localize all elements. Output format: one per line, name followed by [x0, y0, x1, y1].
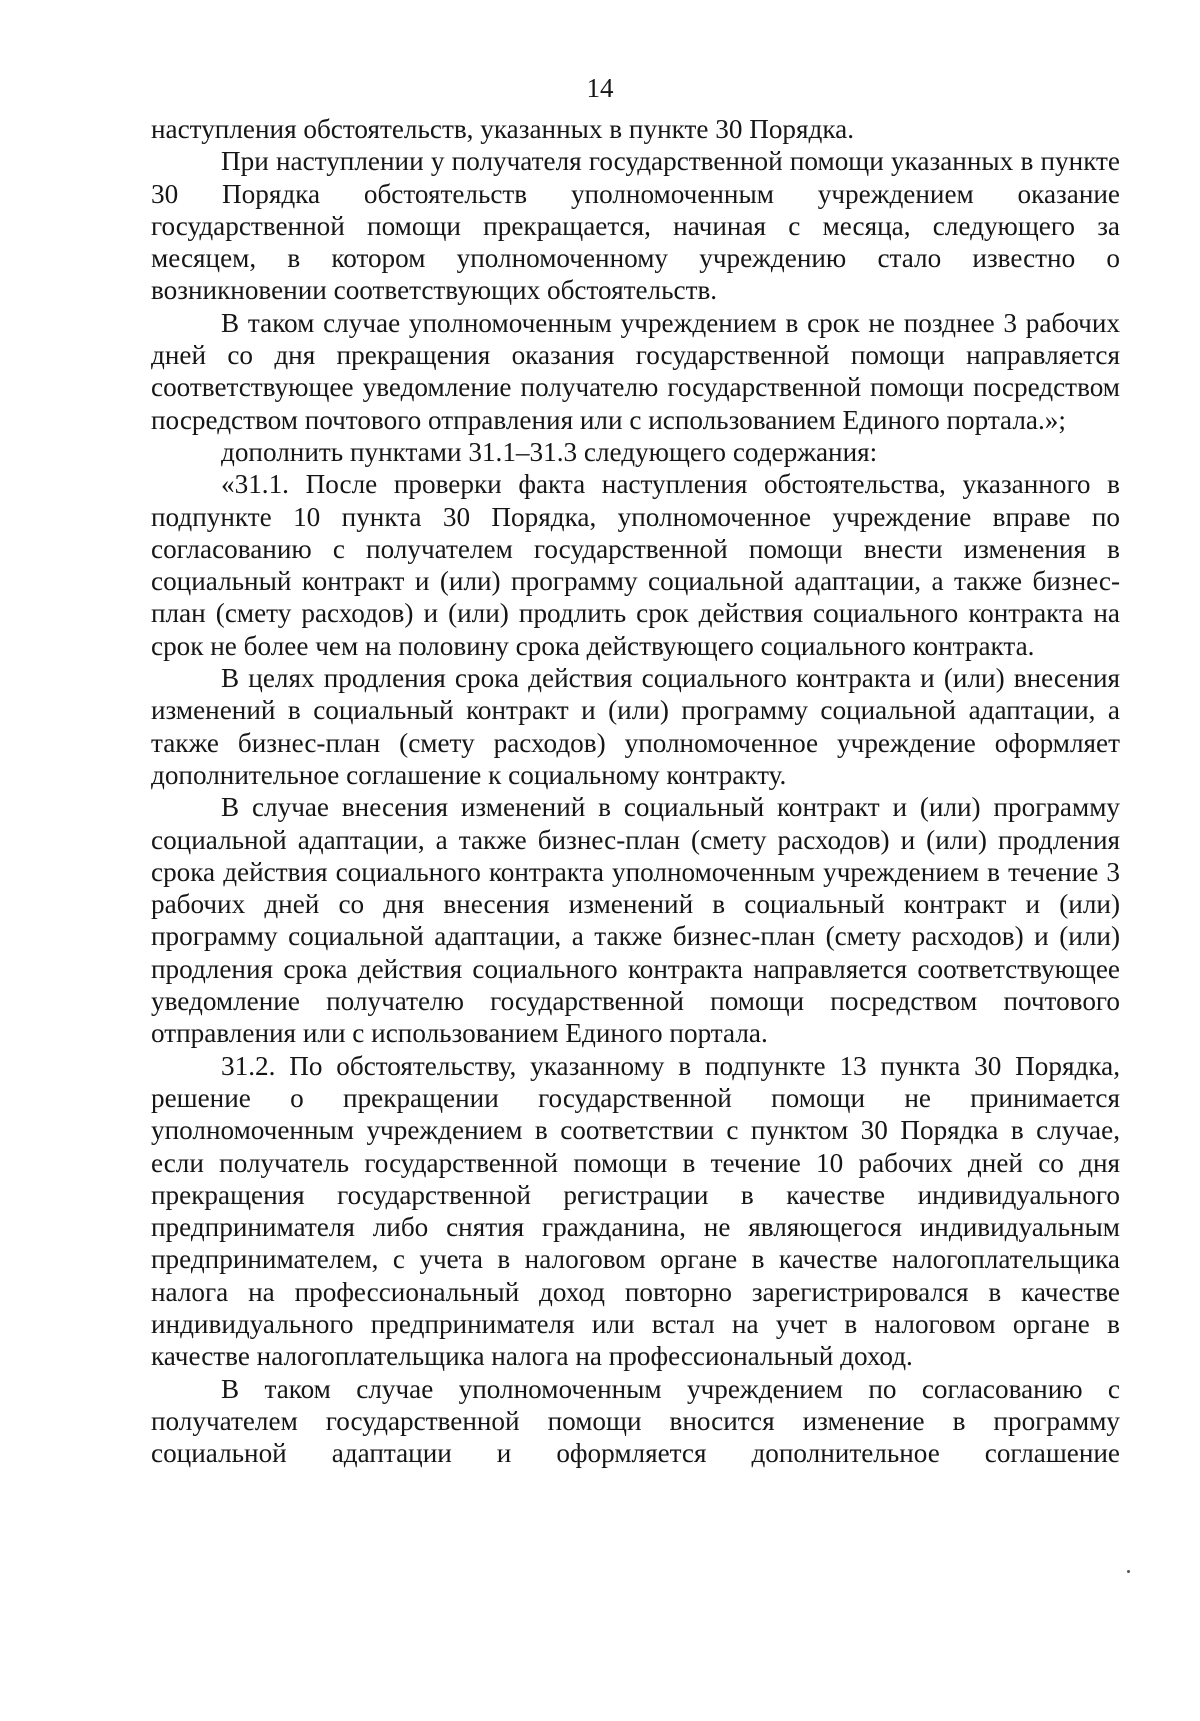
paragraph-change-notification: В случае внесения изменений в социальный контракт и (или) программу социальной адаптации, а также бизнес-план (смету расходов) и (или) продления срока действия социального контракта уполномоченным учреждением в течение 3 рабочих дней со дня внесения изменений в социальный контракт и (или) программу социальной адаптации, а также бизнес-план (смету расходов) и (или) продления срока действия социального контракта направляется соответствующее уведомление получателю государственной помощи посредством почтового отправления или с использованием Единого портала. [151, 792, 1120, 1049]
paragraph-extension-purpose: В целях продления срока действия социального контракта и (или) внесения изменений в социальный контракт и (или) программу социальной адаптации, а также бизнес-план (смету расходов) уполномоченное учреждение оформляет дополнительное соглашение к социальному контракту. [151, 663, 1120, 790]
paragraph-31-1: «31.1. После проверки факта наступления обстоятельства, указанного в подпункте 10 пункта 30 Порядка, уполномоченное учреждение вправе по согласованию с получателем государственной помощи внести изменения в социальный контракт и (или) программу социальной адаптации, а также бизнес-план (смету расходов) и (или) продлить срок действия социального контракта на срок не более чем на половину срока действующего социального контракта. [151, 469, 1120, 661]
paragraph-31-2: 31.2. По обстоятельству, указанному в подпункте 13 пункта 30 Порядка, решение о прекращении государственной помощи не принимается уполномоченным учреждением в соответствии с пунктом 30 Порядка в случае, если получатель государственной помощи в течение 10 рабочих дней со дня прекращения государственной регистрации в качестве индивидуального предпринимателя либо снятия гражданина, не являющегося индивидуальным предпринимателем, с учета в налоговом органе в качестве налогоплательщика налога на профессиональный доход повторно зарегистрировался в качестве индивидуального предпринимателя или встал на учет в налоговом органе в качестве налогоплательщика налога на профессиональный доход. [151, 1050, 1120, 1372]
scan-speck [1127, 1570, 1130, 1573]
paragraph-program-change: В таком случае уполномоченным учреждением по согласованию с получателем государственной помощи вносится изменение в программу социальной адаптации и оформляется дополнительное соглашение [151, 1373, 1120, 1469]
page-number: 14 [586, 73, 614, 103]
document-body [151, 113, 1120, 1469]
paragraph-amendment-intro: дополнить пунктами 31.1–31.3 следующего содержания: [221, 436, 878, 467]
paragraph-termination-of-aid: При наступлении у получателя государственной помощи указанных в пункте 30 Порядка обстоятельств уполномоченным учреждением оказание государственной помощи прекращается, начиная с месяца, следующего за месяцем, в котором уполномоченному учреждению стало известно о возникновении соответствующих обстоятельств. [151, 146, 1120, 306]
paragraph-continuation: наступления обстоятельств, указанных в пункте 30 Порядка. [151, 114, 855, 144]
paragraph-notification: В таком случае уполномоченным учреждением в срок не позднее 3 рабочих дней со дня прекращения оказания государственной помощи направляется соответствующее уведомление получателю государственной помощи посредством посредством почтового отправления или с использованием Единого портала.»; [151, 307, 1120, 435]
